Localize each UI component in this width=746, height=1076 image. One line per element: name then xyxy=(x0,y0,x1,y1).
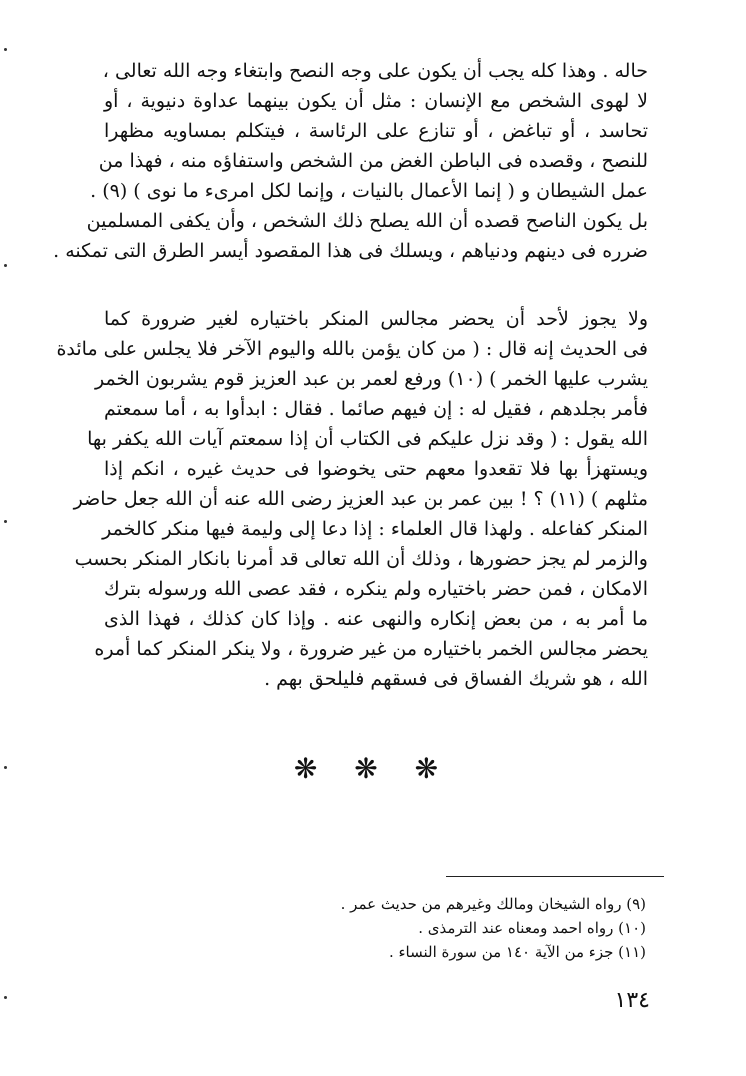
footnote-9: (٩) رواه الشيخان ومالك وغيرهم من حديث عمر . xyxy=(340,895,646,913)
text-line: ويستهزأ بها فلا تقعدوا معهم حتى يخوضوا فى حديث غيره ، انكم إذا xyxy=(104,458,648,480)
text-line: والزمر لم يجز حضورها ، وذلك أن الله تعالى قد أمرنا بانكار المنكر بحسب xyxy=(74,548,648,570)
footnote-divider xyxy=(446,876,664,877)
scan-edge-mark xyxy=(4,264,7,267)
text-line: ضرره فى دينهم ودنياهم ، ويسلك فى هذا المقصود أيسر الطرق التى تمكنه . xyxy=(53,240,648,262)
footnote-11: (١١) جزء من الآية ١٤٠ من سورة النساء . xyxy=(388,943,646,961)
text-line: الامكان ، فمن حضر باختياره ولم ينكره ، فقد عصى الله ورسوله بترك xyxy=(104,578,648,600)
footnote-10: (١٠) رواه احمد ومعناه عند الترمذى . xyxy=(418,919,646,937)
text-line: فى الحديث إنه قال : ( من كان يؤمن بالله واليوم الآخر فلا يجلس على مائدة xyxy=(56,338,648,360)
paragraph-gatherings-of-evil xyxy=(56,304,648,694)
paragraph-sincere-advice xyxy=(53,56,648,266)
text-line: المنكر كفاعله . ولهذا قال العلماء : إذا دعا إلى وليمة فيها منكر كالخمر xyxy=(102,518,648,540)
scan-edge-mark xyxy=(4,996,7,999)
text-line: بل يكون الناصح قصده أن الله يصلح ذلك الشخص ، وأن يكفى المسلمين xyxy=(86,210,648,232)
text-line: فأمر بجلدهم ، فقيل له : إن فيهم صائما . فقال : ابدأوا به ، أما سمعتم xyxy=(104,398,648,420)
text-line: للنصح ، وقصده فى الباطن الغض من الشخص واستفاؤه منه ، فهذا من xyxy=(98,150,648,172)
text-line: يحضر مجالس الخمر باختياره من غير ضرورة ، ولا ينكر المنكر كما أمره xyxy=(94,638,648,660)
text-line: يشرب عليها الخمر ) (١٠) ورفع لعمر بن عبد العزيز قوم يشربون الخمر xyxy=(95,368,648,390)
text-line: الله ، هو شريك الفساق فى فسقهم فليلحق بهم . xyxy=(264,668,648,690)
text-line: عمل الشيطان و ( إنما الأعمال بالنيات ، وإنما لكل امرىء ما نوى ) (٩) . xyxy=(90,180,648,202)
page-number: ١٣٤ xyxy=(614,988,650,1013)
footnotes xyxy=(236,892,646,964)
text-line: مثلهم ) (١١) ؟ ! بين عمر بن عبد العزيز رضى الله عنه أن الله جعل حاضر xyxy=(73,488,648,510)
text-line: لا لهوى الشخص مع الإنسان : مثل أن يكون بينهما عداوة دنيوية ، أو xyxy=(104,90,648,112)
section-ornament: ❋ ❋ ❋ xyxy=(293,752,453,785)
text-line: تحاسد ، أو تباغض ، أو تنازع على الرئاسة ، فيتكلم بمساويه مظهرا xyxy=(104,120,648,142)
text-line: ما أمر به ، من بعض إنكاره والنهى عنه . وإذا كان كذلك ، فهذا الذى xyxy=(104,608,648,630)
text-line: ولا يجوز لأحد أن يحضر مجالس المنكر باختياره لغير ضرورة كما xyxy=(104,308,648,330)
text-line: الله يقول : ( وقد نزل عليكم فى الكتاب أن إذا سمعتم آيات الله يكفر بها xyxy=(87,428,648,450)
scan-edge-mark xyxy=(4,520,7,523)
scan-edge-mark xyxy=(4,48,7,51)
scan-edge-mark xyxy=(4,766,7,769)
text-line: حاله . وهذا كله يجب أن يكون على وجه النصح وابتغاء وجه الله تعالى ، xyxy=(102,60,648,82)
